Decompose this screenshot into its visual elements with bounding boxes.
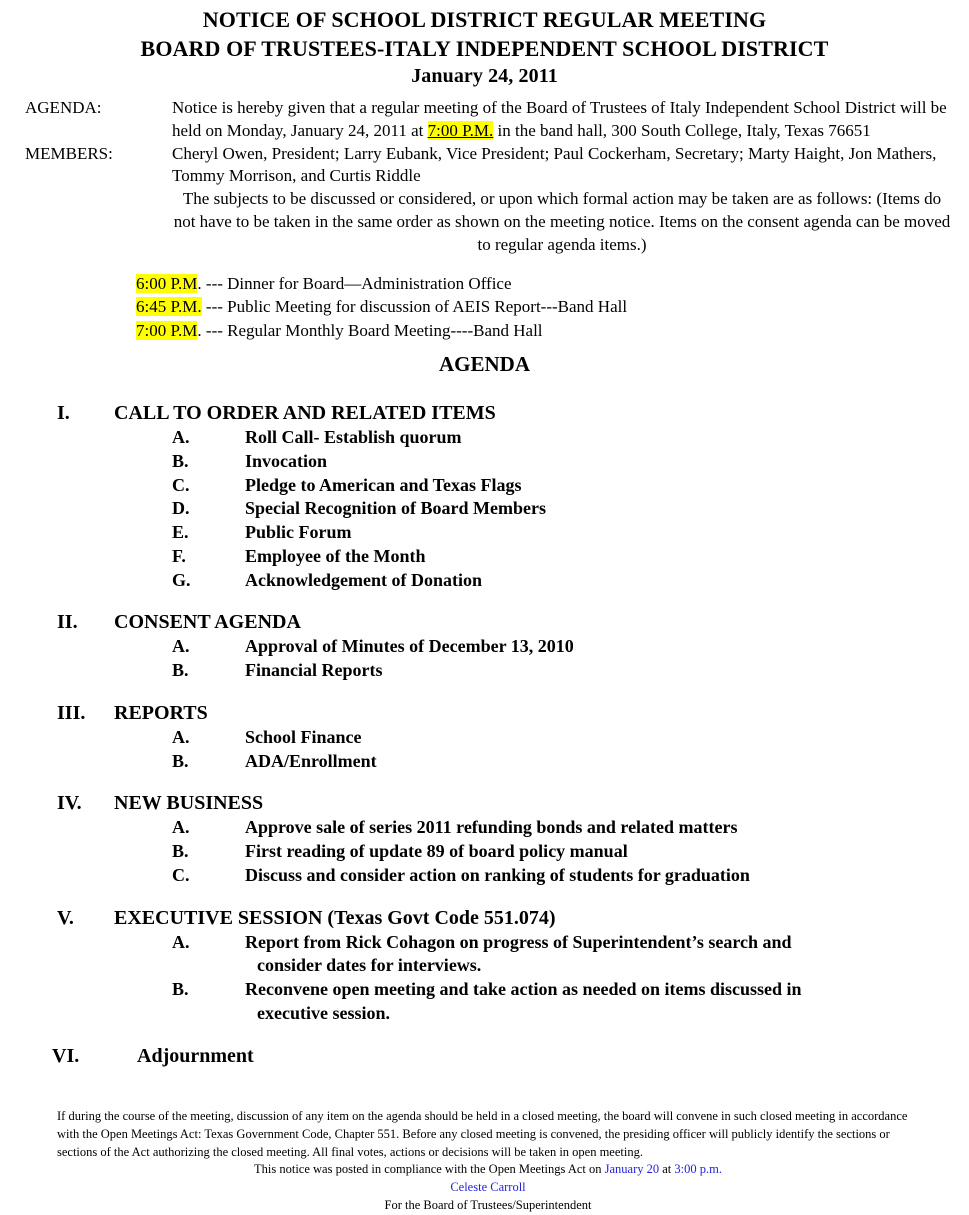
section-numeral: IV. <box>57 792 82 815</box>
schedule-desc-board-meeting: --- Regular Monthly Board Meeting----Band Hall <box>205 320 543 340</box>
item-letter: B. <box>172 841 189 861</box>
agenda-item <box>0 635 969 659</box>
agenda-notice-text-part2: in the band hall, 300 South College, Italy, Texas 76651 <box>493 120 871 140</box>
item-letter: D. <box>172 498 190 519</box>
item-letter: A. <box>172 931 190 952</box>
footer-block <box>57 1108 919 1215</box>
item-letter: A. <box>172 817 190 838</box>
item-letter: B. <box>172 660 189 680</box>
item-text: First reading of update 89 of board policy manual <box>245 841 628 861</box>
item-letter: A. <box>172 726 190 747</box>
item-text: Approve sale of series 2011 refunding bonds and related matters <box>245 817 738 838</box>
item-text: Pledge to American and Texas Flags <box>245 474 522 495</box>
agenda-item <box>0 426 969 450</box>
footer-posted-date: January 20 <box>604 1162 660 1177</box>
title-line-notice: NOTICE OF SCHOOL DISTRICT REGULAR MEETING <box>202 7 767 32</box>
item-text: Discuss and consider action on ranking of students for graduation <box>245 864 750 885</box>
item-text: Roll Call- Establish quorum <box>245 427 462 447</box>
item-text <box>245 978 969 1026</box>
meeting-time-highlight: 7:00 P.M. <box>427 120 494 140</box>
section-title: Adjournment <box>137 1044 254 1067</box>
members-text: Cheryl Owen, President; Larry Eubank, Vice President; Paul Cockerham, Secretary; Marty Haight, Jon Mathers, Tommy Morrison, and Curtis Riddle <box>172 143 937 186</box>
section-title: CONSENT AGENDA <box>114 611 301 634</box>
section-head <box>0 790 969 816</box>
agenda-item <box>0 521 969 545</box>
agenda-heading: AGENDA <box>438 352 530 376</box>
agenda-item <box>0 659 969 683</box>
footer-posted-middle: at <box>659 1162 675 1177</box>
agenda-item <box>0 840 969 864</box>
item-letter: B. <box>172 750 189 771</box>
schedule-time-board-meeting: 7:00 P.M <box>136 320 198 340</box>
footer-posted-prefix: This notice was posted in compliance with the Open Meetings Act on <box>254 1162 605 1177</box>
item-text: Employee of the Month <box>245 545 426 566</box>
footer-posted-time: 3:00 p.m. <box>674 1162 722 1177</box>
title-line-date: January 24, 2011 <box>411 65 558 88</box>
footer-signer-role: For the Board of Trustees/Superintendent <box>384 1197 592 1212</box>
agenda-section-consent-agenda <box>0 609 969 683</box>
subjects-text: The subjects to be discussed or considered, or upon which formal action may be taken are as follows: (Items do not have to be taken in the same order as shown on the meeting notice. Items on the consent agenda can be moved to regular agenda items.) <box>173 189 951 254</box>
item-text <box>245 931 969 979</box>
agenda-item <box>0 569 969 593</box>
item-text: ADA/Enrollment <box>245 750 377 771</box>
subjects-row <box>0 188 969 256</box>
item-letter: B. <box>172 979 189 999</box>
agenda-notice-row <box>0 97 969 143</box>
agenda-item <box>0 545 969 569</box>
section-numeral: VI. <box>52 1044 80 1067</box>
agenda-section-adjournment <box>0 1043 969 1069</box>
item-text: Special Recognition of Board Members <box>245 498 546 519</box>
agenda-notice-text-part1: Notice is hereby given that a regular meeting of the Board of Trustees of Italy Independent School District will be held on Monday, January 24, 2011 at <box>172 98 947 140</box>
section-title: EXECUTIVE SESSION (Texas Govt Code 551.074) <box>114 906 556 929</box>
document-title-block <box>0 6 969 89</box>
agenda-item <box>0 450 969 474</box>
agenda-section-executive-session <box>0 905 969 1026</box>
schedule-desc-dinner: --- Dinner for Board—Administration Office <box>205 274 512 293</box>
item-text-line1: Reconvene open meeting and take action as needed on items discussed in <box>245 979 802 999</box>
item-text: Approval of Minutes of December 13, 2010 <box>245 636 574 657</box>
agenda-section-reports <box>0 700 969 774</box>
agenda-sections <box>0 400 969 1086</box>
section-numeral: III. <box>57 701 86 724</box>
item-text: Invocation <box>245 450 328 471</box>
agenda-label: AGENDA: <box>25 98 102 117</box>
agenda-notice-text <box>172 97 952 143</box>
notice-block <box>0 97 969 256</box>
footer-closed-meeting-paragraph: If during the course of the meeting, discussion of any item on the agenda should be held in a closed meeting, the board will convene in such closed meeting in accordance with the Open Meetings Act: Texas Government Code, Chapter 551. Before any closed meeting is convened, the presiding officer will publicly identify the sections or sections of the Act authorizing the closed meeting. All final votes, actions or decisions will be taken in open meeting. <box>57 1109 908 1159</box>
schedule-line-board-meeting <box>136 319 627 342</box>
item-text-line2: consider dates for interviews. <box>257 955 482 976</box>
agenda-item <box>0 750 969 774</box>
item-letter: E. <box>172 522 189 542</box>
members-row <box>0 143 969 189</box>
section-head <box>0 1043 969 1069</box>
item-text: School Finance <box>245 726 362 747</box>
schedule-time-dinner: 6:00 P.M <box>136 274 198 293</box>
agenda-item <box>0 931 969 979</box>
section-head <box>0 609 969 635</box>
agenda-item <box>0 497 969 521</box>
item-letter: C. <box>172 474 190 495</box>
members-label: MEMBERS: <box>25 143 113 163</box>
item-text-line1: Report from Rick Cohagon on progress of Superintendent’s search and <box>245 931 792 952</box>
item-letter: B. <box>172 450 189 471</box>
item-text: Financial Reports <box>245 660 383 680</box>
item-letter: F. <box>172 545 186 566</box>
schedule-list <box>136 272 627 342</box>
agenda-section-call-to-order <box>0 400 969 592</box>
section-head <box>0 700 969 726</box>
section-head <box>0 400 969 426</box>
schedule-line-dinner <box>136 272 627 295</box>
section-numeral: II. <box>57 611 78 634</box>
agenda-item <box>0 726 969 750</box>
item-letter: A. <box>172 636 190 657</box>
section-title: NEW BUSINESS <box>114 792 264 815</box>
schedule-line-public-meeting <box>136 295 627 318</box>
schedule-desc-public-meeting: --- Public Meeting for discussion of AEIS Report---Band Hall <box>205 297 628 317</box>
agenda-section-new-business <box>0 790 969 887</box>
section-head <box>0 905 969 931</box>
agenda-item <box>0 474 969 498</box>
section-title: REPORTS <box>114 701 208 724</box>
footer-posting-line <box>57 1161 919 1179</box>
agenda-item <box>0 816 969 840</box>
footer-signer-name: Celeste Carroll <box>450 1180 526 1194</box>
item-text: Acknowledgement of Donation <box>245 569 482 590</box>
item-letter: A. <box>172 427 190 447</box>
title-line-board: BOARD OF TRUSTEES-ITALY INDEPENDENT SCHOOL DISTRICT <box>140 35 829 61</box>
item-letter: C. <box>172 864 190 885</box>
agenda-item <box>0 978 969 1026</box>
section-title: CALL TO ORDER AND RELATED ITEMS <box>114 402 496 424</box>
schedule-time-public-meeting: 6:45 P.M. <box>136 297 202 317</box>
item-letter: G. <box>172 569 191 590</box>
section-numeral: V. <box>57 906 74 929</box>
item-text: Public Forum <box>245 522 352 542</box>
schedule-time-tail-board-meeting: . <box>197 320 206 340</box>
schedule-time-tail-dinner: . <box>197 274 206 293</box>
section-numeral: I. <box>57 402 70 424</box>
item-text-line2: executive session. <box>257 1002 390 1023</box>
agenda-item <box>0 864 969 888</box>
